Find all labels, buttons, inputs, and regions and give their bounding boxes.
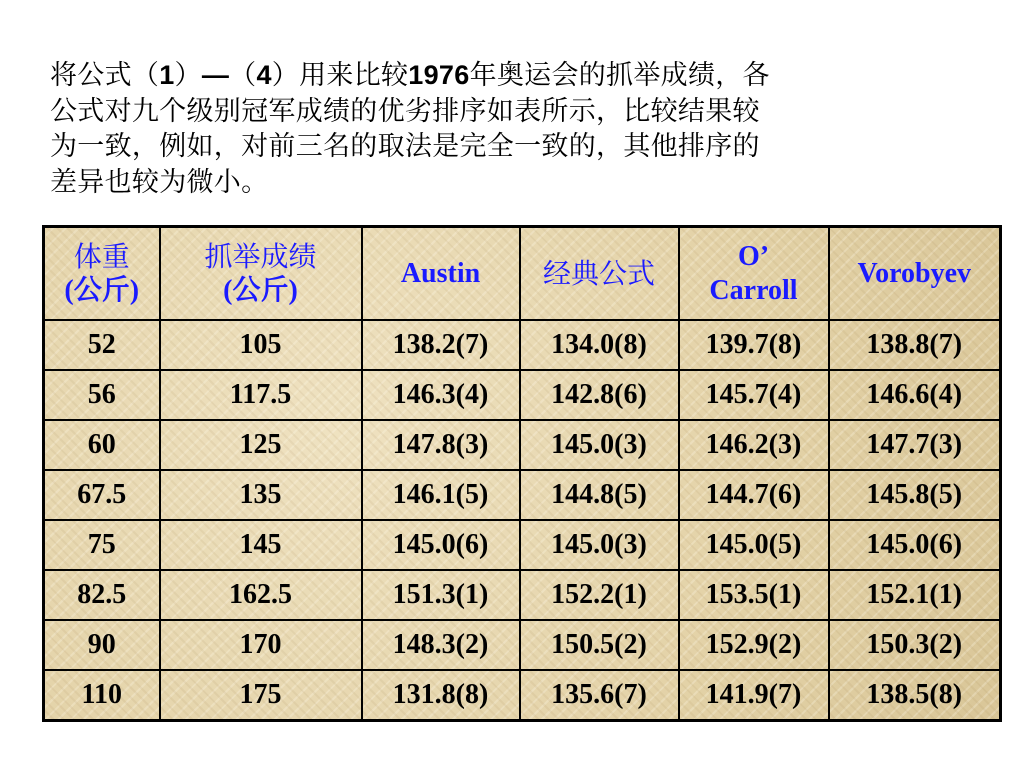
cell-austin: 147.8(3)	[362, 420, 520, 470]
cell-weight: 110	[44, 670, 160, 721]
cell-ocarroll: 139.7(8)	[679, 320, 829, 370]
range-dash: —	[201, 60, 230, 90]
cell-vorobyev: 150.3(2)	[829, 620, 1001, 670]
intro-text: 将公式（	[50, 60, 160, 91]
cell-vorobyev: 152.1(1)	[829, 570, 1001, 620]
table-body	[44, 320, 1001, 721]
cell-vorobyev: 145.8(5)	[829, 470, 1001, 520]
cell-austin: 146.3(4)	[362, 370, 520, 420]
header-weight-unit: (公斤)	[64, 274, 140, 306]
cell-austin: 151.3(1)	[362, 570, 520, 620]
cell-vorobyev: 138.5(8)	[829, 670, 1001, 721]
cell-weight: 90	[44, 620, 160, 670]
cell-classic: 144.8(5)	[520, 470, 679, 520]
cell-ocarroll: 141.9(7)	[679, 670, 829, 721]
header-row	[44, 227, 1001, 321]
cell-weight: 75	[44, 520, 160, 570]
cell-snatch: 125	[160, 420, 362, 470]
cell-ocarroll: 145.0(5)	[679, 520, 829, 570]
cell-austin: 131.8(8)	[362, 670, 520, 721]
cell-classic: 150.5(2)	[520, 620, 679, 670]
table-row	[44, 570, 1001, 620]
header-snatch	[160, 227, 362, 321]
intro-line-3: 为一致，例如，对前三名的取法是完全一致的，其他排序的	[50, 131, 760, 162]
formula-number-start: 1	[159, 60, 175, 90]
header-snatch-label: 抓举成绩	[204, 239, 317, 273]
olympic-year: 1976	[408, 60, 470, 90]
cell-vorobyev: 146.6(4)	[829, 370, 1001, 420]
intro-text: （	[229, 60, 257, 91]
cell-ocarroll: 146.2(3)	[679, 420, 829, 470]
table-row	[44, 620, 1001, 670]
cell-ocarroll: 152.9(2)	[679, 620, 829, 670]
intro-text: ）用来比较	[271, 60, 409, 91]
cell-austin: 138.2(7)	[362, 320, 520, 370]
cell-classic: 145.0(3)	[520, 420, 679, 470]
table-row	[44, 470, 1001, 520]
cell-snatch: 145	[160, 520, 362, 570]
cell-snatch: 117.5	[160, 370, 362, 420]
header-weight	[44, 227, 160, 321]
cell-weight: 56	[44, 370, 160, 420]
cell-snatch: 162.5	[160, 570, 362, 620]
table-row	[44, 420, 1001, 470]
header-weight-label: 体重	[73, 239, 130, 273]
table-row	[44, 670, 1001, 721]
cell-ocarroll: 153.5(1)	[679, 570, 829, 620]
header-ocarroll-line1: O’	[737, 240, 770, 272]
cell-vorobyev: 147.7(3)	[829, 420, 1001, 470]
table-header	[44, 227, 1001, 321]
header-ocarroll	[679, 227, 829, 321]
cell-classic: 135.6(7)	[520, 670, 679, 721]
intro-text: 年奥运会的抓举成绩，各	[469, 60, 770, 91]
header-classic-formula: 经典公式	[520, 227, 679, 321]
cell-classic: 142.8(6)	[520, 370, 679, 420]
cell-weight: 82.5	[44, 570, 160, 620]
cell-classic: 145.0(3)	[520, 520, 679, 570]
header-ocarroll-line2: Carroll	[709, 274, 798, 306]
intro-paragraph	[50, 58, 970, 200]
cell-snatch: 175	[160, 670, 362, 721]
cell-weight: 52	[44, 320, 160, 370]
cell-vorobyev: 145.0(6)	[829, 520, 1001, 570]
cell-classic: 152.2(1)	[520, 570, 679, 620]
cell-ocarroll: 145.7(4)	[679, 370, 829, 420]
table-row	[44, 520, 1001, 570]
cell-austin: 148.3(2)	[362, 620, 520, 670]
intro-text: ）	[174, 60, 202, 91]
ranking-table	[42, 225, 1002, 722]
cell-snatch: 135	[160, 470, 362, 520]
formula-number-end: 4	[256, 60, 272, 90]
table-row	[44, 320, 1001, 370]
header-austin: Austin	[362, 227, 520, 321]
intro-line-2: 公式对九个级别冠军成绩的优劣排序如表所示，比较结果较	[50, 95, 760, 127]
cell-austin: 145.0(6)	[362, 520, 520, 570]
cell-austin: 146.1(5)	[362, 470, 520, 520]
cell-vorobyev: 138.8(7)	[829, 320, 1001, 370]
intro-line-4: 差异也较为微小。	[50, 166, 269, 198]
cell-ocarroll: 144.7(6)	[679, 470, 829, 520]
cell-snatch: 170	[160, 620, 362, 670]
table-row	[44, 370, 1001, 420]
cell-snatch: 105	[160, 320, 362, 370]
intro-line-1	[50, 58, 970, 94]
header-vorobyev: Vorobyev	[829, 227, 1001, 321]
cell-classic: 134.0(8)	[520, 320, 679, 370]
cell-weight: 60	[44, 420, 160, 470]
cell-weight: 67.5	[44, 470, 160, 520]
header-snatch-unit: (公斤)	[223, 274, 298, 306]
